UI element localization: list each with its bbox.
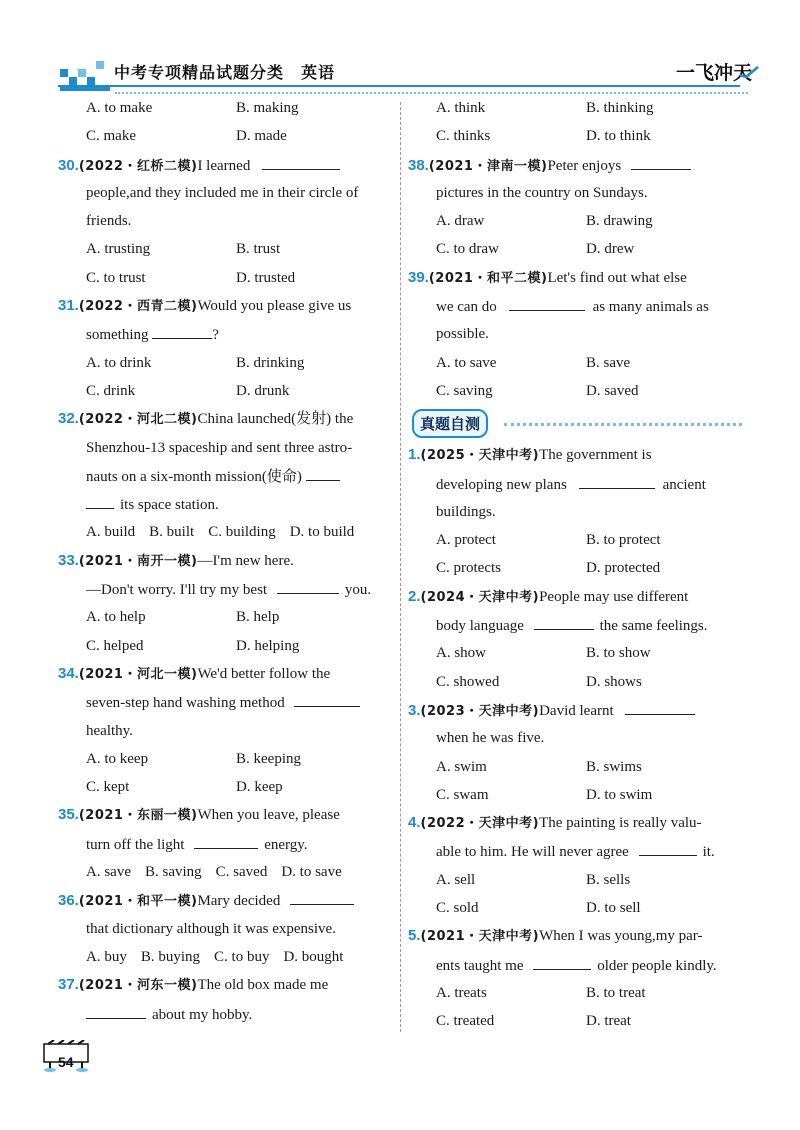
option-c: C. to trust xyxy=(86,269,146,286)
question-text: developing new plans xyxy=(436,476,567,493)
option-c: C. helped xyxy=(86,637,144,654)
question-number: 37. xyxy=(58,976,79,994)
option-a: A. trusting xyxy=(86,241,151,258)
option-a: A. buy xyxy=(86,948,127,965)
question-text: When you leave, please xyxy=(197,807,340,824)
option-b: B. save xyxy=(586,354,631,371)
option-a: A. think xyxy=(436,100,486,116)
answer-blank[interactable] xyxy=(639,837,697,856)
right-column xyxy=(408,94,748,1036)
option-c: C. kept xyxy=(86,779,130,796)
question-text: the same feelings. xyxy=(599,618,708,635)
question-text-line xyxy=(408,470,748,498)
answer-blank[interactable] xyxy=(290,886,354,905)
options-row xyxy=(58,235,398,263)
question-text-line xyxy=(58,1000,398,1028)
option-a: A. to keep xyxy=(86,750,149,767)
options-row xyxy=(408,526,748,554)
option-c: C. to draw xyxy=(436,241,499,258)
question-text: we can do xyxy=(436,299,497,316)
brand-logo: 一飞冲天 xyxy=(675,62,752,84)
options-row xyxy=(408,207,748,235)
question-text: Mary decided xyxy=(197,893,281,910)
question-number: 2. xyxy=(408,587,421,605)
options-row xyxy=(408,349,748,377)
question-source: (2022・红桥二模) xyxy=(78,158,198,174)
question-text-line xyxy=(408,611,748,639)
question-text: that dictionary although it was expensive. xyxy=(86,920,336,937)
question-text: it. xyxy=(702,844,715,861)
option-c: C. drink xyxy=(86,382,136,399)
option-d: D. shows xyxy=(586,673,642,690)
option-a: A. to drink xyxy=(86,354,152,371)
question-text-line xyxy=(408,292,748,320)
options-row xyxy=(408,894,748,922)
option-b: B. help xyxy=(236,609,280,626)
options-row xyxy=(408,235,748,263)
options-row xyxy=(408,753,748,781)
option-d: D. to think xyxy=(586,128,651,145)
question-source: (2021・和平一模) xyxy=(78,894,198,910)
option-d: D. to sell xyxy=(586,900,641,917)
option-c: C. treated xyxy=(436,1013,495,1030)
option-b: B. built xyxy=(149,524,195,541)
question-source: (2021・南开一模) xyxy=(78,553,198,569)
question-number: 31. xyxy=(58,297,79,315)
option-b: B. buying xyxy=(140,948,201,965)
answer-blank[interactable] xyxy=(306,462,340,481)
question-3 xyxy=(408,696,748,724)
option-a: A. to help xyxy=(86,609,146,626)
option-c: C. sold xyxy=(436,900,479,917)
answer-blank[interactable] xyxy=(579,470,655,489)
question-text: —I'm new here. xyxy=(197,552,294,569)
option-d: D. to swim xyxy=(586,786,653,803)
question-number: 38. xyxy=(408,156,429,174)
option-a: A. draw xyxy=(436,213,485,230)
answer-blank[interactable] xyxy=(86,1000,146,1019)
answer-blank[interactable] xyxy=(509,292,585,311)
question-text: —Don't worry. I'll try my best xyxy=(86,582,268,599)
question-source: (2021・津南一模) xyxy=(428,158,548,174)
option-c: C. make xyxy=(86,128,136,145)
question-text-line xyxy=(58,688,398,716)
options-row xyxy=(58,943,398,971)
question-number: 36. xyxy=(58,892,79,910)
answer-blank[interactable] xyxy=(194,830,258,849)
option-d: D. bought xyxy=(283,948,344,965)
options-row xyxy=(58,632,398,660)
question-39 xyxy=(408,264,748,292)
option-c: C. saved xyxy=(215,864,268,881)
option-c: C. thinks xyxy=(436,128,491,145)
question-text-line xyxy=(58,462,398,490)
options-row xyxy=(408,554,748,582)
options-row xyxy=(408,639,748,667)
question-text-line xyxy=(408,837,748,865)
question-text: nauts on a six-month mission(使命) xyxy=(86,468,302,485)
option-c: C. swam xyxy=(436,786,489,803)
question-number: 3. xyxy=(408,701,421,719)
header-rule xyxy=(58,85,740,87)
options-row xyxy=(408,94,748,122)
question-number: 34. xyxy=(58,664,79,682)
option-c: C. protects xyxy=(436,560,501,577)
option-d: D. to build xyxy=(289,524,355,541)
answer-blank[interactable] xyxy=(277,575,339,594)
options-row xyxy=(58,773,398,801)
option-d: D. drunk xyxy=(236,382,290,399)
question-text: friends. xyxy=(86,213,132,230)
option-b: B. to protect xyxy=(586,532,661,549)
option-b: B. saving xyxy=(145,864,202,881)
question-text: turn off the light xyxy=(86,836,185,853)
option-d: D. trusted xyxy=(236,269,296,286)
question-text: The painting is really valu- xyxy=(539,815,702,832)
option-a: A. to make xyxy=(86,100,153,116)
options-row xyxy=(58,122,398,150)
question-text-line xyxy=(58,575,398,603)
question-37 xyxy=(58,971,398,999)
answer-blank[interactable] xyxy=(631,151,691,170)
question-number: 32. xyxy=(58,410,79,428)
question-text: Let's find out what else xyxy=(547,269,687,286)
option-c: C. showed xyxy=(436,673,500,690)
options-row xyxy=(58,745,398,773)
question-text: When I was young,my par- xyxy=(539,928,703,945)
option-d: D. protected xyxy=(586,560,661,577)
column-divider xyxy=(400,102,401,1032)
question-32 xyxy=(58,405,398,433)
option-b: B. swims xyxy=(586,758,642,775)
question-source: (2021・河北一模) xyxy=(78,666,198,682)
options-row xyxy=(58,349,398,377)
question-text: when he was five. xyxy=(436,730,545,747)
question-text: The old box made me xyxy=(197,977,329,994)
option-a: A. save xyxy=(86,864,131,881)
question-2 xyxy=(408,583,748,611)
answer-blank[interactable] xyxy=(86,490,114,509)
question-38 xyxy=(408,151,748,179)
left-column xyxy=(58,94,398,1028)
question-text: older people kindly. xyxy=(597,957,717,974)
answer-blank[interactable] xyxy=(625,696,695,715)
question-text: possible. xyxy=(436,326,489,343)
question-number: 35. xyxy=(58,806,79,824)
question-text: Would you please give us xyxy=(197,298,352,315)
option-d: D. treat xyxy=(586,1013,631,1030)
question-number: 5. xyxy=(408,927,421,945)
option-c: C. to buy xyxy=(214,948,270,965)
question-text: energy. xyxy=(264,836,308,853)
question-source: (2021・河东一模) xyxy=(78,978,198,994)
options-row xyxy=(58,264,398,292)
answer-blank[interactable] xyxy=(294,688,360,707)
option-a: A. show xyxy=(436,645,487,662)
question-source: (2022・天津中考) xyxy=(420,816,540,832)
question-text: as many animals as xyxy=(592,299,709,316)
question-text: People may use different xyxy=(539,588,689,605)
option-d: D. to save xyxy=(281,864,342,881)
question-source: (2021・和平二模) xyxy=(428,270,548,286)
section-header xyxy=(408,405,748,441)
options-row xyxy=(408,122,748,150)
question-text: ents taught me xyxy=(436,957,524,974)
question-text: ? xyxy=(212,327,219,344)
section-dotted-rule xyxy=(504,423,742,426)
question-text: Shenzhou-13 spaceship and sent three astro- xyxy=(86,439,353,456)
question-text: able to him. He will never agree xyxy=(436,844,629,861)
question-text: you. xyxy=(344,582,372,599)
question-1 xyxy=(408,441,748,469)
options-row xyxy=(58,518,398,546)
question-text-line xyxy=(58,490,398,518)
question-number: 4. xyxy=(408,814,421,832)
question-source: (2023・天津中考) xyxy=(420,703,540,719)
options-row xyxy=(58,377,398,405)
options-row xyxy=(408,1007,748,1035)
question-text: about my hobby. xyxy=(152,1006,253,1023)
question-number: 39. xyxy=(408,268,429,286)
section-title: 真题自测 xyxy=(412,409,488,438)
option-c: C. saving xyxy=(436,382,493,399)
option-d: D. drew xyxy=(586,241,635,258)
header-logo-blocks-icon xyxy=(60,55,110,93)
options-row xyxy=(408,377,748,405)
question-33 xyxy=(58,547,398,575)
option-d: D. made xyxy=(236,128,287,145)
question-source: (2021・天津中考) xyxy=(420,929,540,945)
option-b: B. thinking xyxy=(586,100,654,116)
answer-blank[interactable] xyxy=(262,151,340,170)
question-number: 1. xyxy=(408,446,421,464)
option-a: A. swim xyxy=(436,758,487,775)
option-d: D. saved xyxy=(586,382,639,399)
question-text: ancient xyxy=(662,476,706,493)
option-d: D. keep xyxy=(236,779,283,796)
question-text: The government is xyxy=(539,447,652,464)
question-text: its space station. xyxy=(120,497,219,514)
options-row xyxy=(408,781,748,809)
options-row xyxy=(58,603,398,631)
question-source: (2022・河北二模) xyxy=(78,412,198,428)
question-source: (2024・天津中考) xyxy=(420,589,540,605)
option-b: B. to treat xyxy=(586,984,646,1001)
option-b: B. to show xyxy=(586,645,651,662)
answer-blank[interactable] xyxy=(534,611,594,630)
option-b: B. drinking xyxy=(236,354,305,371)
option-b: B. drawing xyxy=(586,213,653,230)
question-text-line xyxy=(408,951,748,979)
option-b: B. keeping xyxy=(236,750,301,767)
answer-blank[interactable] xyxy=(533,951,591,970)
question-30 xyxy=(58,151,398,179)
options-row xyxy=(58,858,398,886)
option-a: A. build xyxy=(86,524,136,541)
question-text: China launched(发射) the xyxy=(197,411,354,428)
question-text: Peter enjoys xyxy=(547,157,622,174)
option-a: A. treats xyxy=(436,984,487,1001)
option-d: D. helping xyxy=(236,637,300,654)
question-text: body language xyxy=(436,618,524,635)
question-5 xyxy=(408,922,748,950)
options-row xyxy=(408,866,748,894)
header-title: 中考专项精品试题分类 英语 xyxy=(114,63,336,82)
page-header xyxy=(0,0,800,95)
option-a: A. to save xyxy=(436,354,497,371)
brand-swoosh-icon xyxy=(738,66,760,78)
question-text: I learned xyxy=(197,157,251,174)
question-text: buildings. xyxy=(436,503,496,520)
question-4 xyxy=(408,809,748,837)
question-34 xyxy=(58,660,398,688)
question-number: 33. xyxy=(58,551,79,569)
options-row xyxy=(58,94,398,122)
option-a: A. protect xyxy=(436,532,496,549)
question-text: healthy. xyxy=(86,722,133,739)
question-source: (2021・东丽一模) xyxy=(78,808,198,824)
options-row xyxy=(408,668,748,696)
question-text: something xyxy=(86,327,149,344)
question-35 xyxy=(58,801,398,829)
question-text: seven-step hand washing method xyxy=(86,695,285,712)
question-source: (2022・西青二模) xyxy=(78,299,198,315)
option-a: A. sell xyxy=(436,871,476,888)
question-text: pictures in the country on Sundays. xyxy=(436,184,648,201)
option-c: C. building xyxy=(208,524,276,541)
question-text: David learnt xyxy=(539,702,614,719)
option-b: B. trust xyxy=(236,241,281,258)
option-b: B. sells xyxy=(586,871,631,888)
question-text-line xyxy=(58,830,398,858)
question-31 xyxy=(58,292,398,320)
question-text: people,and they included me in their circle of xyxy=(86,184,359,201)
question-text-line xyxy=(58,320,398,348)
question-text: We'd better follow the xyxy=(197,665,331,682)
options-row xyxy=(408,979,748,1007)
page-number: 54 xyxy=(58,1054,74,1070)
question-number: 30. xyxy=(58,156,79,174)
question-source: (2025・天津中考) xyxy=(420,448,540,464)
answer-blank[interactable] xyxy=(152,320,212,339)
option-b: B. making xyxy=(236,100,299,116)
question-36 xyxy=(58,886,398,914)
